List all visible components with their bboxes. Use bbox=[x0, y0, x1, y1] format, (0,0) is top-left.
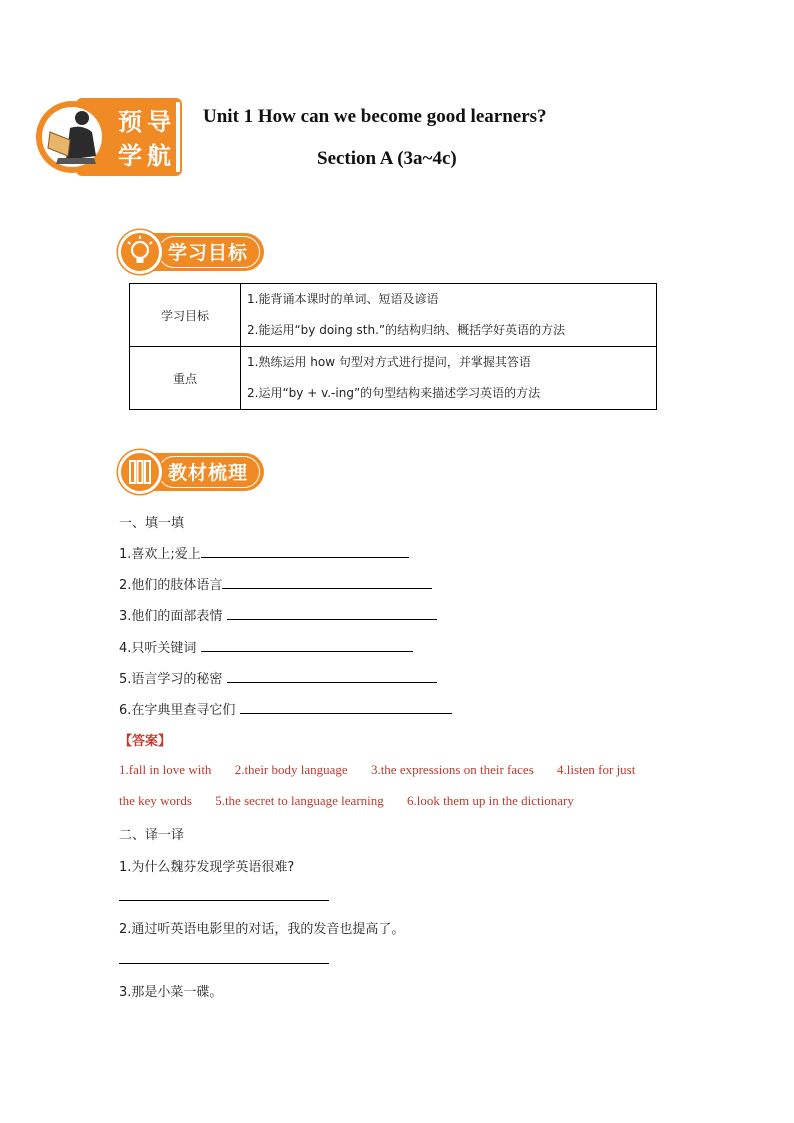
fill-item: 3.他们的面部表情 bbox=[119, 605, 437, 624]
answer-blank[interactable] bbox=[227, 605, 437, 620]
learning-goals-banner bbox=[118, 230, 268, 274]
badge-char-1: 预 bbox=[118, 108, 142, 136]
answers-line-2: the key words 5.the secret to language learning 6.look them up in the dictionary bbox=[119, 793, 574, 808]
badge-char-3: 学 bbox=[118, 142, 142, 170]
fill-heading: 一、填一填 bbox=[119, 516, 185, 531]
translate-item: 1.为什么魏芬发现学英语很难? bbox=[119, 860, 295, 875]
answer-line-blank[interactable] bbox=[119, 900, 329, 901]
material-label: 教材梳理 bbox=[168, 462, 249, 484]
fill-item: 1.喜欢上;爱上 bbox=[119, 543, 409, 562]
translate-item: 2.通过听英语电影里的对话，我的发音也提高了。 bbox=[119, 922, 405, 937]
focus-item: 1.熟练运用 how 句型对方式进行提问，并掌握其答语 bbox=[247, 355, 531, 369]
answer-blank[interactable] bbox=[201, 637, 413, 652]
unit-title: Unit 1 How can we become good learners? bbox=[203, 106, 547, 127]
goals-table bbox=[129, 283, 657, 410]
table-row bbox=[130, 347, 657, 410]
answer-blank[interactable] bbox=[227, 668, 437, 683]
books-icon bbox=[118, 450, 162, 494]
row-key-focus: 重点 bbox=[130, 347, 241, 410]
learning-goals-label: 学习目标 bbox=[168, 242, 249, 264]
fill-item: 4.只听关键词 bbox=[119, 637, 413, 656]
focus-item: 2.运用“by + v.-ing”的句型结构来描述学习英语的方法 bbox=[247, 386, 541, 400]
answer-blank[interactable] bbox=[240, 699, 452, 714]
row-key-goals: 学习目标 bbox=[130, 284, 241, 347]
fill-item: 2.他们的肢体语言 bbox=[119, 574, 432, 593]
header-badge bbox=[36, 98, 186, 176]
answer-tag: 【答案】 bbox=[119, 734, 172, 749]
answer-blank[interactable] bbox=[222, 574, 432, 589]
fill-item: 6.在字典里查寻它们 bbox=[119, 699, 452, 718]
fill-item: 5.语言学习的秘密 bbox=[119, 668, 437, 687]
badge-char-2: 导 bbox=[147, 108, 171, 136]
answers-line-1: 1.fall in love with 2.their body language 3.the expressions on their faces 4.listen for just bbox=[119, 762, 636, 777]
goal-item: 2.能运用“by doing sth.”的结构归纳、概括学好英语的方法 bbox=[247, 323, 566, 337]
answer-blank[interactable] bbox=[201, 543, 409, 558]
translate-item: 3.那是小菜一碟。 bbox=[119, 985, 223, 1000]
badge-char-4: 航 bbox=[147, 142, 171, 170]
translate-heading: 二、译一译 bbox=[119, 828, 185, 843]
section-title: Section A (3a~4c) bbox=[317, 148, 457, 169]
table-row bbox=[130, 284, 657, 347]
answer-line-blank[interactable] bbox=[119, 963, 329, 964]
material-banner bbox=[118, 450, 268, 494]
goal-item: 1.能背诵本课时的单词、短语及谚语 bbox=[247, 292, 439, 306]
lightbulb-icon bbox=[118, 230, 162, 274]
